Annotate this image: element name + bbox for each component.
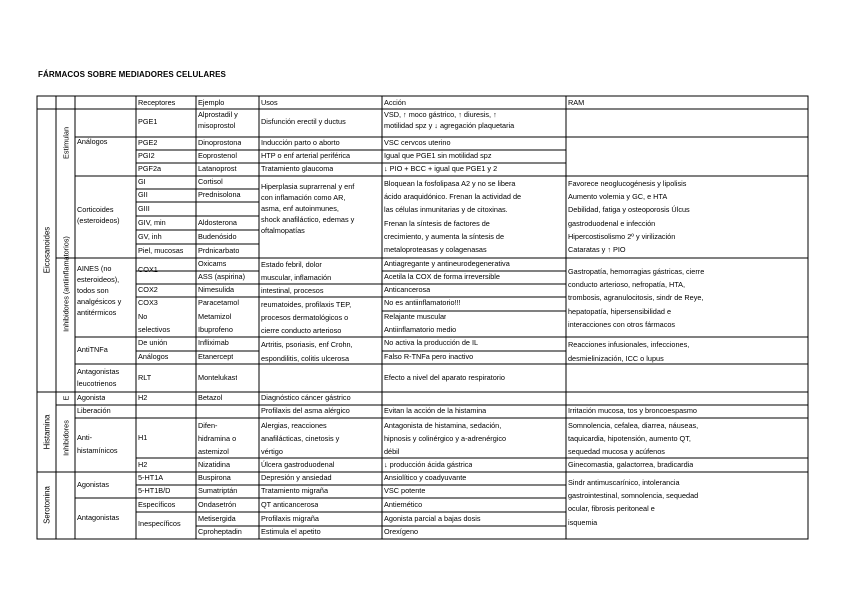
usos-cell: Diagnóstico cáncer gástrico xyxy=(261,393,351,402)
ejemplo-cell: Cortisol xyxy=(198,177,223,186)
receptor-cell: PGE1 xyxy=(138,117,158,126)
header-receptores: Receptores xyxy=(138,98,176,107)
usos-cell: Inducción parto o aborto xyxy=(261,138,340,147)
ram-cell: Reacciones infusionales, infecciones, desmielinización, ICC o lupus xyxy=(568,340,690,363)
usos-cell: Profilaxis del asma alérgico xyxy=(261,406,350,415)
group-histamina: Histamina xyxy=(42,414,51,450)
category-corticoides: Corticoides (esteroideos) xyxy=(77,205,120,225)
receptor-cell: 5-HT1A xyxy=(138,473,164,482)
receptor-cell: COX3 xyxy=(138,298,158,307)
ejemplo-cell: Etanercept xyxy=(198,352,234,361)
accion-cell: Antiagregante y antineurodegenerativa xyxy=(384,259,510,268)
receptor-cell: PGF2a xyxy=(138,164,162,173)
header-ejemplo: Ejemplo xyxy=(198,98,225,107)
receptor-cell: GI xyxy=(138,177,146,186)
receptor-cell: RLT xyxy=(138,373,152,382)
usos-cell: Hiperplasia suprarrenal y enf con inflamación como AR, asma, enf autoinmunes, shock anafiláctico, edemas y oftalmopatías xyxy=(261,182,355,235)
category-antagonistas-leucotrienos: Antagonistas leucotrienos xyxy=(77,367,120,388)
accion-cell: Orexígeno xyxy=(384,527,419,536)
group-inhibidores-antiinflamatorios: Inhibidores (antiinflamatorios) xyxy=(61,236,70,332)
group-serotonina: Serotonina xyxy=(42,486,51,524)
ram-cell: Irritación mucosa, tos y broncoespasmo xyxy=(568,406,697,415)
receptor-cell: GV, inh xyxy=(138,232,162,241)
accion-cell: Antagonista de histamina, sedación, hipnosis y colinérgico y a-adrenérgico débil xyxy=(384,421,507,456)
ejemplo-cell: Eoprostenol xyxy=(198,151,237,160)
ram-cell: Ginecomastia, galactorrea, bradicardia xyxy=(568,460,694,469)
category-agonistas: Agonistas xyxy=(77,480,110,489)
receptor-cell: Inespecíficos xyxy=(138,519,181,528)
ram-cell: Sindr antimuscarínico, intolerancia gastrointestinal, somnolencia, sequedad ocular, fibrosis peritoneal e isquemia xyxy=(568,478,699,527)
usos-cell: Disfunción erectil y ductus xyxy=(261,117,346,126)
ejemplo-cell: Nizatidina xyxy=(198,460,231,469)
accion-cell: Falso R-TNFa pero inactivo xyxy=(384,352,474,361)
accion-cell: Evitan la acción de la histamina xyxy=(384,406,487,415)
category-liberacion: Liberación xyxy=(77,406,111,415)
ejemplo-cell: Sumatriptán xyxy=(198,486,238,495)
group-estimulan: Estimulan xyxy=(61,126,70,160)
accion-cell: Agonista parcial a bajas dosis xyxy=(384,514,481,523)
accion-cell: Igual que PGE1 sin motilidad spz xyxy=(384,151,492,160)
ejemplo-cell: Prdnicarbato xyxy=(198,246,240,255)
document-title: FÁRMACOS SOBRE MEDIADORES CELULARES xyxy=(38,70,226,79)
usos-cell: Artritis, psoriasis, enf Crohn, espondilitis, colitis ulcerosa xyxy=(261,340,353,363)
accion-cell: Relajante muscular xyxy=(384,312,447,321)
receptor-cell: PGI2 xyxy=(138,151,155,160)
ejemplo-cell: Budenósido xyxy=(198,232,237,241)
accion-cell: ↓ producción ácida gástrica xyxy=(384,460,473,469)
group-histamina-inhibidores: Inhibidores xyxy=(61,420,70,456)
accion-cell: Bloquean la fosfolipasa A2 y no se libera ácido araquidónico. Frenan la actividad de las células inmunitarias y de citoxinas. Frenan la síntesis de factores de crecimiento, y aumenta la síntesis de metaloproteasas y colagenasas xyxy=(384,179,522,255)
ram-cell: Favorece neoglucogénesis y lipolisis Aumento volemia y GC, e HTA Debilidad, fatiga y osteoporosis Úlcus gastroduodenal e infección Hipercostisolismo 2º y virilización Cataratas y ↑ PIO xyxy=(568,179,690,255)
accion-cell: VSC potente xyxy=(384,486,426,495)
category-analogos: Análogos xyxy=(77,137,108,146)
receptor-cell: COX1 xyxy=(138,265,158,274)
ejemplo-cell: Prednisolona xyxy=(198,190,241,199)
ejemplo-cell: Metamizol xyxy=(198,312,232,321)
receptor-cell: H1 xyxy=(138,433,148,442)
receptor-cell: GIV, min xyxy=(138,218,166,227)
ejemplo-cell: Ondasetrón xyxy=(198,500,237,509)
accion-cell: No es antiinflamatorio!!! xyxy=(384,298,461,307)
usos-cell: Estimula el apetito xyxy=(261,527,321,536)
receptor-cell: Análogos xyxy=(138,352,169,361)
category-aines: AINES (no esteroideos), todos son analgésicos y antitérmicos xyxy=(77,264,122,317)
ejemplo-cell: Alprostadil y misoprostol xyxy=(198,110,238,130)
ejemplo-cell: Nimesulida xyxy=(198,285,235,294)
header-usos: Usos xyxy=(261,98,278,107)
accion-cell: VSC cervcos uterino xyxy=(384,138,451,147)
ejemplo-cell: Ibuprofeno xyxy=(198,325,233,334)
ejemplo-cell: Infliximab xyxy=(198,338,229,347)
usos-cell: Tratamiento glaucoma xyxy=(261,164,334,173)
ejemplo-cell: Betazol xyxy=(198,393,223,402)
group-histamina-estimulan: E xyxy=(61,395,70,401)
ram-cell: Somnolencia, cefalea, diarrea, náuseas, taquicardia, hipotensión, aumento QT, sequedad mucosa y acúfenos xyxy=(568,421,699,456)
accion-cell: Antiemético xyxy=(384,500,423,509)
ejemplo-cell: Oxicams xyxy=(198,259,227,268)
receptor-cell: COX2 xyxy=(138,285,158,294)
receptor-cell: GII xyxy=(138,190,148,199)
accion-cell: Ansiolítico y coadyuvante xyxy=(384,473,467,482)
usos-cell: QT anticancerosa xyxy=(261,500,319,509)
receptor-cell: GIII xyxy=(138,204,150,213)
accion-cell: Efecto a nivel del aparato respiratorio xyxy=(384,373,505,382)
accion-cell: ↓ PIO + BCC + igual que PGE1 y 2 xyxy=(384,164,498,173)
ejemplo-cell: Cproheptadin xyxy=(198,527,242,536)
usos-cell: Estado febril, dolor muscular, inflamación intestinal, procesos reumatoides, profilaxis TEP, procesos dermatológicos o cierre conducto arterioso xyxy=(261,260,352,336)
ejemplo-cell: Buspirona xyxy=(198,473,231,482)
receptor-cell: 5-HT1B/D xyxy=(138,486,171,495)
usos-cell: Depresión y ansiedad xyxy=(261,473,332,482)
receptor-cell: H2 xyxy=(138,393,148,402)
accion-cell: Anticancerosa xyxy=(384,285,431,294)
accion-cell: No activa la producción de IL xyxy=(384,338,479,347)
category-agonista: Agonista xyxy=(77,393,106,402)
receptor-cell: Piel, mucosas xyxy=(138,246,184,255)
ejemplo-cell: Paracetamol xyxy=(198,298,239,307)
usos-cell: Profilaxis migraña xyxy=(261,514,319,523)
receptor-cell: Específicos xyxy=(138,500,176,509)
header-ram: RAM xyxy=(568,98,585,107)
usos-cell: HTP o enf arterial periférica xyxy=(261,151,351,160)
accion-cell: VSD, ↑ moco gástrico, ↑ diuresis, ↑ motilidad spz y ↓ agregación plaquetaria xyxy=(384,110,515,130)
receptor-cell: De unión xyxy=(138,338,168,347)
usos-cell: Tratamiento migraña xyxy=(261,486,329,495)
receptor-cell: H2 xyxy=(138,460,148,469)
ejemplo-cell: Difen- hidramina o astemizol xyxy=(198,421,237,456)
receptor-cell: PGE2 xyxy=(138,138,158,147)
ejemplo-cell: Montelukast xyxy=(198,373,238,382)
category-antihistaminicos: Anti- histamínicos xyxy=(77,433,118,455)
ejemplo-cell: Aldosterona xyxy=(198,218,237,227)
accion-cell: Antiinflamatorio medio xyxy=(384,325,457,334)
group-eicosanoides: Eicosanoides xyxy=(42,226,51,274)
usos-cell: Úlcera gastroduodenal xyxy=(261,460,335,469)
header-accion: Acción xyxy=(384,98,406,107)
receptor-cell: No selectivos xyxy=(138,312,171,334)
accion-cell: Acetila la COX de forma irreversible xyxy=(384,272,500,281)
ejemplo-cell: Latanoprost xyxy=(198,164,237,173)
category-antagonistas: Antagonistas xyxy=(77,513,120,522)
ejemplo-cell: Dinoprostona xyxy=(198,138,242,147)
category-antitnfa: AntiTNFa xyxy=(77,345,108,354)
ejemplo-cell: ASS (aspirina) xyxy=(198,272,246,281)
ejemplo-cell: Metisergida xyxy=(198,514,236,523)
ram-cell: Gastropatía, hemorragias gástricas, cierre conducto arterioso, nefropatía, HTA, trombosis, agranulocitosis, sindr de Reye, hepatopatía, hipersensibilidad e interacciones con otros fármacos xyxy=(568,267,705,329)
usos-cell: Alergias, reacciones anafilácticas, cinetosis y vértigo xyxy=(261,421,340,456)
